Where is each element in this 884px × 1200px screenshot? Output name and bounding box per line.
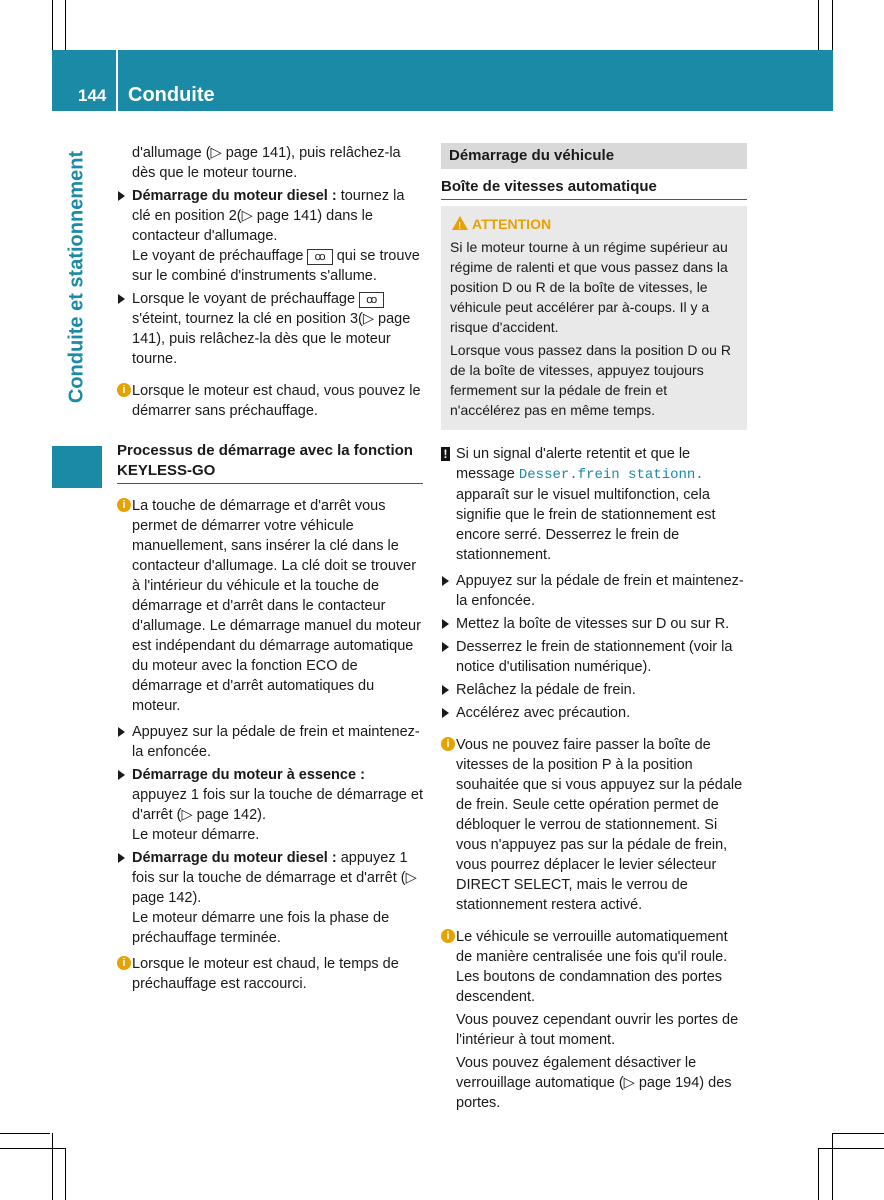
- preheat-indicator-icon: ꝏ: [307, 249, 332, 265]
- crop-mark: [818, 1148, 884, 1149]
- crop-mark: [0, 1148, 66, 1149]
- paragraph: d'allumage (▷ page 141), puis relâchez-la dès que le moteur tourne.: [132, 145, 401, 181]
- bullet-arrow-icon: [441, 614, 747, 634]
- exclamation-icon: !: [441, 447, 450, 461]
- text: qui se trouve sur le combiné d'instruments s'allume.: [132, 248, 420, 284]
- info-icon: i: [117, 383, 131, 397]
- text: Le véhicule se verrouille automatiquement de manière centralisée une fois qu'il roule. Les boutons de condamnation des portes descendent.: [456, 929, 728, 1005]
- bullet-arrow-icon: [117, 186, 423, 286]
- crop-mark: [832, 1133, 884, 1134]
- crop-mark: [818, 1148, 819, 1200]
- info-note: [117, 954, 423, 994]
- warning-title: [450, 214, 738, 234]
- crop-mark: [0, 1133, 50, 1134]
- display-message: Desser.frein stationn.: [518, 467, 704, 483]
- info-note: [441, 735, 747, 915]
- side-tab-label: Conduite et stationnement: [65, 150, 88, 404]
- bullet-arrow-icon: [441, 571, 747, 611]
- side-tab: [52, 112, 102, 442]
- side-tab-marker: [52, 446, 102, 488]
- text: Vous pouvez également désactiver le verrouillage automatique (▷ page 194) des portes.: [456, 1055, 732, 1111]
- text: Vous ne pouvez faire passer la boîte de vitesses de la position P à la position souhaitée que si vous appuyez sur la pédale de frein. Seule cette opération permet de débloquer le verrou de stationnement. Si vous n'appuyez pas sur la pédale de frein, vous pourrez déplacer le levier sélecteur DIRECT SELECT, mais le verrou de stationnement restera activé.: [456, 737, 743, 913]
- text: Mettez la boîte de vitesses sur D ou sur R.: [456, 616, 730, 632]
- warning-text: Lorsque vous passez dans la position D ou R de la boîte de vitesses, appuyez toujours fermement sur la pédale de frein et n'accélérez pas en même temps.: [450, 342, 731, 418]
- text: Vous pouvez cependant ouvrir les portes de l'intérieur à tout moment.: [456, 1012, 739, 1048]
- bold-label: Démarrage du moteur diesel :: [132, 188, 337, 204]
- crop-mark: [52, 1133, 53, 1200]
- text: Appuyez sur la pédale de frein et maintenez-la enfoncée.: [456, 573, 744, 609]
- chapter-title: Conduite: [128, 84, 215, 106]
- notice: [441, 444, 747, 565]
- text: Relâchez la pédale de frein.: [456, 682, 636, 698]
- bullet-arrow-icon: [441, 703, 747, 723]
- text: La touche de démarrage et d'arrêt vous permet de démarrer votre véhicule manuellement, sans insérer la clé dans le contacteur d'allumage. La clé doit se trouver à l'intérieur du véhicule et la touche de démarrage et d'arrêt dans le contacteur d'allumage. Le démarrage manuel du moteur est indépendant du démarrage automatique du moteur avec la fonction ECO de démarrage et d'arrêt automatiques du moteur.: [132, 498, 421, 714]
- bullet-arrow-icon: [441, 637, 747, 677]
- crop-mark: [65, 0, 66, 50]
- warning-triangle-icon: [452, 216, 468, 230]
- crop-mark: [52, 0, 53, 50]
- text: tournez la clé en position 2(▷ page 141) dans le contacteur d'allumage.: [132, 188, 405, 244]
- warning-title-text: ATTENTION: [472, 216, 552, 232]
- info-note: [117, 496, 423, 716]
- right-column: [441, 143, 747, 1113]
- text: Lorsque le moteur est chaud, le temps de préchauffage est raccourci.: [132, 956, 399, 992]
- info-icon: i: [117, 956, 131, 970]
- crop-mark: [832, 1133, 833, 1200]
- left-column: [117, 143, 423, 994]
- info-icon: i: [441, 737, 455, 751]
- info-icon: i: [117, 498, 131, 512]
- bullet-arrow-icon: [441, 680, 747, 700]
- text: Le moteur démarre une fois la phase de préchauffage terminée.: [132, 910, 390, 946]
- bullet-arrow-icon: [117, 848, 423, 948]
- bullet-arrow-icon: [117, 765, 423, 845]
- bold-label: Démarrage du moteur à essence :: [132, 767, 365, 783]
- section-heading: Démarrage du véhicule: [441, 143, 747, 169]
- crop-mark: [818, 0, 819, 50]
- bullet-arrow-icon: [117, 722, 423, 762]
- text: Si un signal d'alerte retentit et que le message: [456, 446, 691, 482]
- text: Le voyant de préchauffage: [132, 248, 308, 264]
- warning-text: Si le moteur tourne à un régime supérieur au régime de ralenti et que vous passez dans la position D ou R de la boîte de vitesses, le véhicule peut accélérer par à-coups. Il y a risque d'accident.: [450, 239, 728, 335]
- text: apparaît sur le visuel multifonction, cela signifie que le frein de stationnement est encore serré. Desserrez le frein de stationnement.: [456, 487, 716, 563]
- info-icon: i: [441, 929, 455, 943]
- text: s'éteint, tournez la clé en position 3(▷ page 141), puis relâchez-la dès que le moteur tourne.: [132, 311, 411, 367]
- crop-mark: [832, 0, 833, 50]
- bullet-arrow-icon: [117, 289, 423, 369]
- crop-mark: [65, 1148, 66, 1200]
- page-number: 144: [78, 86, 107, 105]
- subheading: Boîte de vitesses automatique: [441, 177, 747, 200]
- header-separator: [116, 50, 118, 111]
- text: Le moteur démarre.: [132, 827, 260, 843]
- text: appuyez 1 fois sur la touche de démarrage et d'arrêt (▷ page 142).: [132, 787, 423, 823]
- text: Lorsque le voyant de préchauffage: [132, 291, 360, 307]
- text: Desserrez le frein de stationnement (voir la notice d'utilisation numérique).: [456, 639, 733, 675]
- info-note: [441, 927, 747, 1113]
- info-note: [117, 381, 423, 421]
- text: Appuyez sur la pédale de frein et maintenez-la enfoncée.: [132, 724, 420, 760]
- text: Lorsque le moteur est chaud, vous pouvez le démarrer sans préchauffage.: [132, 383, 421, 419]
- text: appuyez 1 fois sur la touche de démarrage et d'arrêt (▷ page 142).: [132, 850, 417, 906]
- warning-box: [441, 206, 747, 430]
- text: Accélérez avec précaution.: [456, 705, 631, 721]
- preheat-indicator-icon: ꝏ: [359, 292, 384, 308]
- bold-label: Démarrage du moteur diesel :: [132, 850, 337, 866]
- subheading: Processus de démarrage avec la fonction KEYLESS-GO: [117, 441, 423, 484]
